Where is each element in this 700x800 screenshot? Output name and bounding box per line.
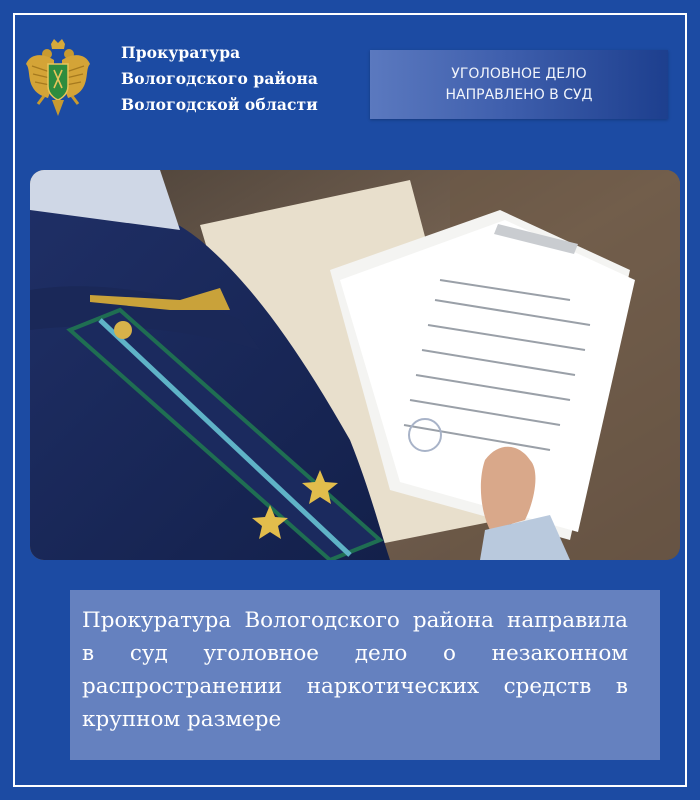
org-title-line-1: Прокуратура <box>121 43 241 62</box>
org-title-line-2: Вологодского района <box>121 69 319 88</box>
organization-title <box>121 40 318 118</box>
badge-line-2: НАПРАВЛЕНО В СУД <box>445 86 593 103</box>
badge-line-1: УГОЛОВНОЕ ДЕЛО <box>451 65 587 82</box>
case-status-badge <box>370 50 668 119</box>
org-title-line-3: Вологодской области <box>121 95 318 114</box>
news-photo <box>30 170 680 560</box>
news-caption: Прокуратура Вологодского района направила в суд уголовное дело о незаконном распространении наркотических средств в крупном размере <box>70 590 660 760</box>
prosecutor-eagle-emblem-icon <box>24 38 92 120</box>
